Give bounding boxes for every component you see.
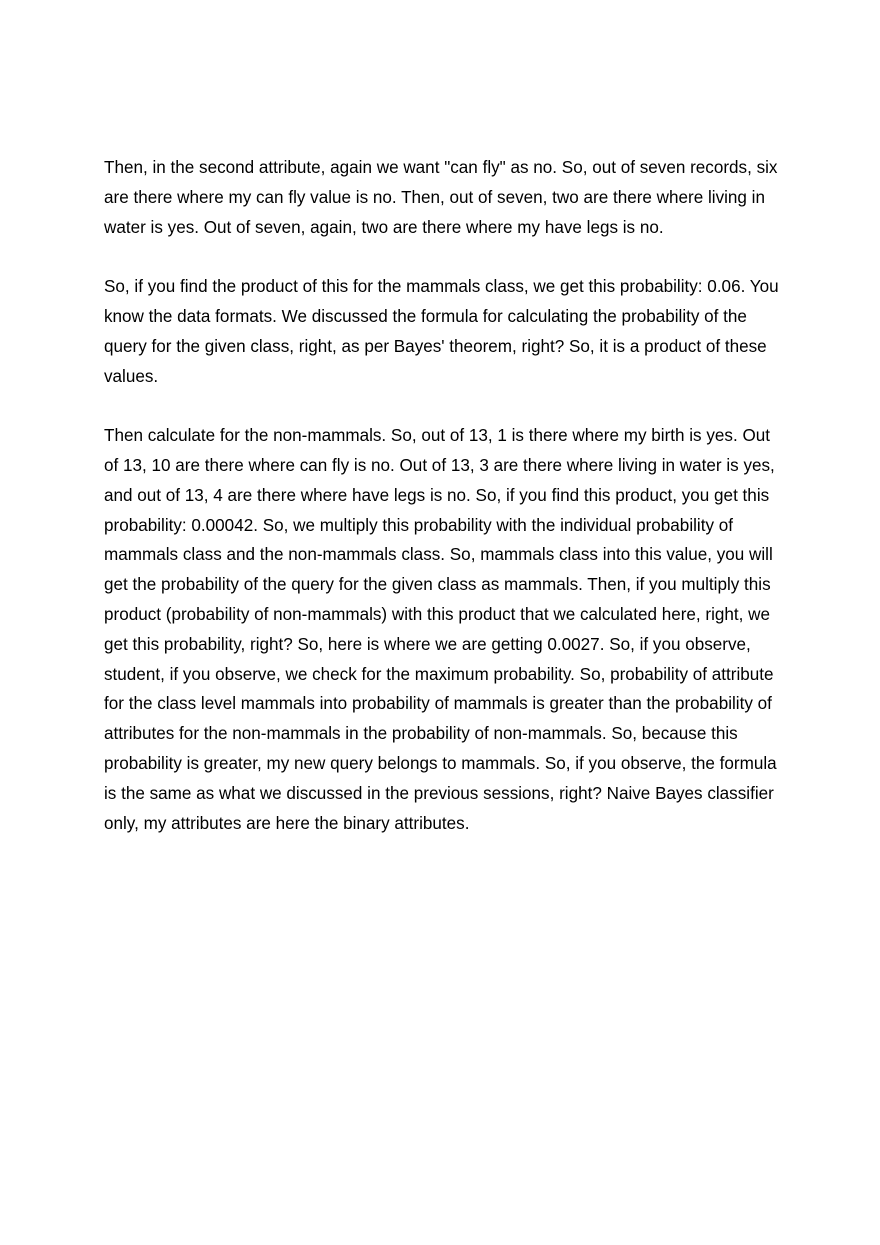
paragraph-1: Then, in the second attribute, again we want "can fly" as no. So, out of seven records, six are there where my can fly value is no. Then, out of seven, two are there where living in water is yes. Out of seven, again, two are there where my have legs is no. <box>104 158 778 237</box>
paragraph-3: Then calculate for the non-mammals. So, out of 13, 1 is there where my birth is yes. Out of 13, 10 are there where can fly is no. Out of 13, 3 are there where living in water is yes, and out of 13, 4 are there where have legs is no. So, if you find this product, you get this probability: 0.00042. So, we multiply this probability with the individual probability of mammals class and the non-mammals class. So, mammals class into this value, you will get the probability of the query for the given class as mammals. Then, if you multiply this product (probability of non-mammals) with this product that we calculated here, right, we get this probability, right? So, here is where we are getting 0.0027. So, if you observe, student, if you observe, we check for the maximum probability. So, probability of attribute for the class level mammals into probability of mammals is greater than the probability of attributes for the non-mammals in the probability of non-mammals. So, because this probability is greater, my new query belongs to mammals. So, if you observe, the formula is the same as what we discussed in the previous sessions, right? Naive Bayes classifier only, my attributes are here the binary attributes. <box>104 426 777 833</box>
paragraph-2: So, if you find the product of this for the mammals class, we get this probability: 0.06. You know the data formats. We discussed the formula for calculating the probability of the query for the given class, right, as per Bayes' theorem, right? So, it is a product of these values. <box>104 277 779 386</box>
document-body <box>104 153 780 838</box>
